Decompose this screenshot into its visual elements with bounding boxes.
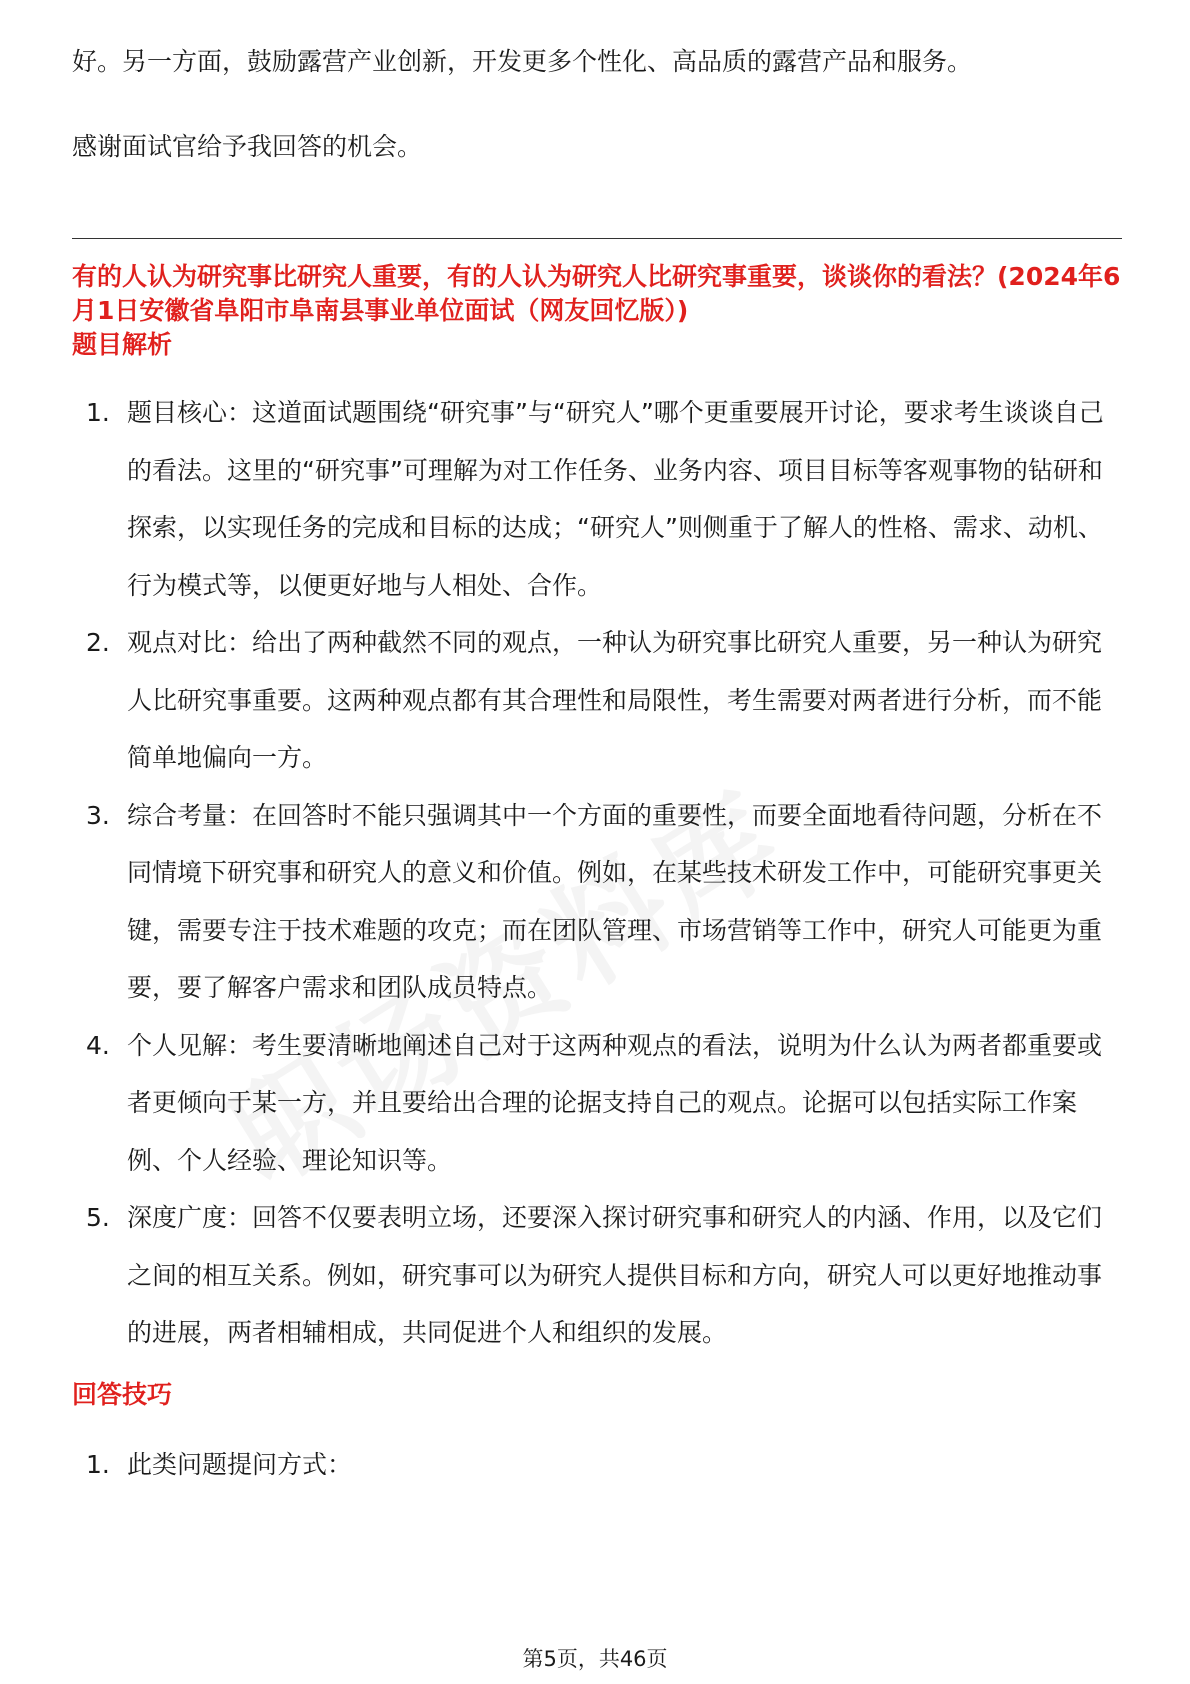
page-footer: 第5页，共46页	[522, 1647, 668, 1671]
list-item-number: 3.	[86, 800, 110, 830]
list-item	[72, 1436, 1122, 1494]
list-item-text: 此类问题提问方式：	[127, 1450, 353, 1479]
analysis-heading: 题目解析	[72, 330, 173, 359]
list-item	[72, 787, 1122, 1017]
list-item	[72, 614, 1122, 787]
list-item-number: 4.	[86, 1030, 110, 1060]
list-item-text: 深度广度：回答不仅要表明立场，还要深入探讨研究事和研究人的内涵、作用，以及它们之间的相互关系。例如，研究事可以为研究人提供目标和方向，研究人可以更好地推动事的进展，两者相辅相成，共同促进个人和组织的发展。	[127, 1203, 1103, 1347]
list-item	[72, 1017, 1122, 1190]
question-title: 有的人认为研究事比研究人重要，有的人认为研究人比研究事重要，谈谈你的看法？(2024年6月1日安徽省阜阳市阜南县事业单位面试（网友回忆版）)	[72, 262, 1121, 325]
list-item-number: 1.	[86, 398, 110, 427]
tips-list	[72, 1436, 1122, 1494]
list-item-number: 1.	[86, 1450, 110, 1479]
intro-thanks: 感谢面试官给予我回答的机会。	[72, 132, 423, 161]
list-item-text: 题目核心：这道面试题围绕“研究事”与“研究人”哪个更重要展开讨论，要求考生谈谈自己的看法。这里的“研究事”可理解为对工作任务、业务内容、项目目标等客观事物的钻研和探索，以实现任务的完成和目标的达成；“研究人”则侧重于了解人的性格、需求、动机、行为模式等，以便更好地与人相处、合作。	[127, 398, 1104, 600]
section-divider	[72, 238, 1122, 239]
list-item	[72, 1189, 1122, 1362]
list-item-number: 2.	[86, 628, 110, 657]
analysis-list	[72, 384, 1122, 1362]
intro-continuation: 好。另一方面，鼓励露营产业创新，开发更多个性化、高品质的露营产品和服务。	[72, 47, 973, 76]
list-item-text: 个人见解：考生要清晰地阐述自己对于这两种观点的看法，说明为什么认为两者都重要或者更倾向于某一方，并且要给出合理的论据支持自己的观点。论据可以包括实际工作案例、个人经验、理论知识等。	[127, 1030, 1103, 1175]
list-item-text: 观点对比：给出了两种截然不同的观点，一种认为研究事比研究人重要，另一种认为研究人比研究事重要。这两种观点都有其合理性和局限性，考生需要对两者进行分析，而不能简单地偏向一方。	[127, 628, 1103, 772]
tips-heading: 回答技巧	[72, 1380, 173, 1409]
list-item-number: 5.	[86, 1203, 110, 1232]
list-item-text: 综合考量：在回答时不能只强调其中一个方面的重要性，而要全面地看待问题，分析在不同情境下研究事和研究人的意义和价值。例如，在某些技术研发工作中，可能研究事更关键，需要专注于技术难题的攻克；而在团队管理、市场营销等工作中，研究人可能更为重要，要了解客户需求和团队成员特点。	[127, 800, 1103, 1002]
list-item	[72, 384, 1122, 614]
